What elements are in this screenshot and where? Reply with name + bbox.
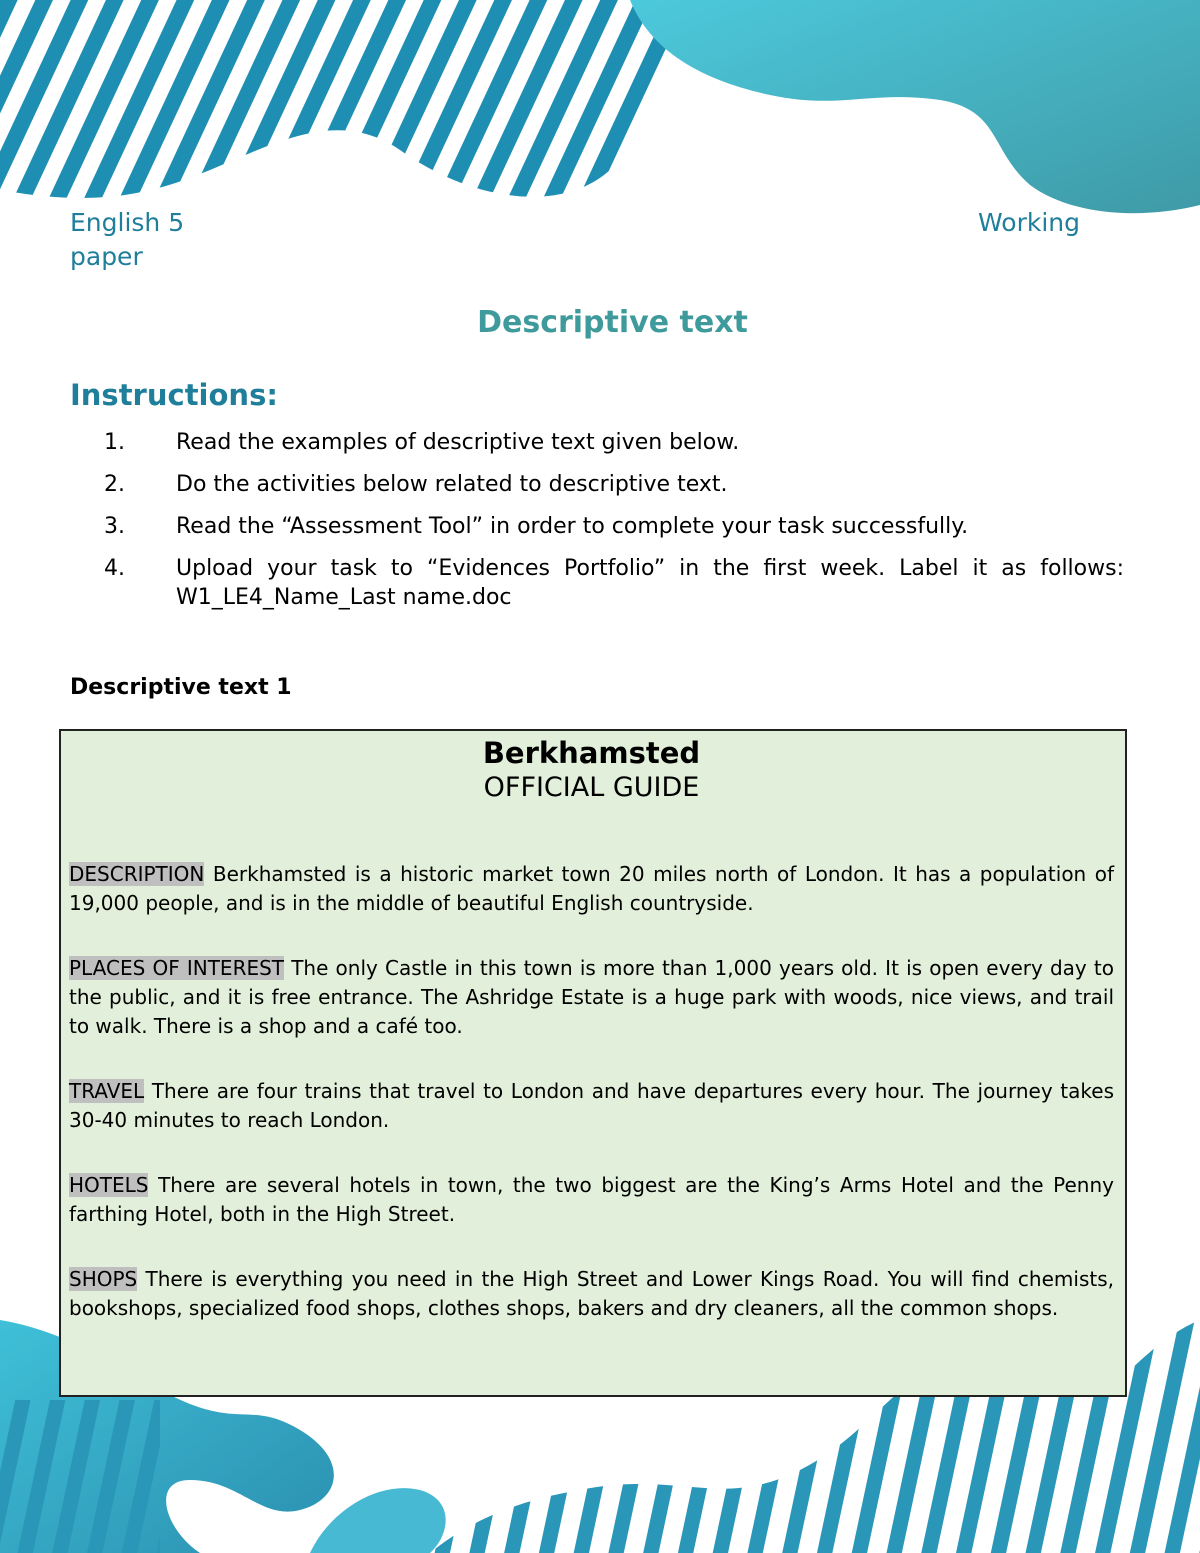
guide-box — [59, 729, 1127, 1397]
guide-section-travel — [69, 1077, 1114, 1135]
header-working-label: Working — [978, 208, 1080, 237]
instruction-number: 1. — [104, 430, 125, 455]
section-label: TRAVEL — [69, 1079, 145, 1103]
section-heading: Descriptive text 1 — [70, 675, 292, 700]
section-text: There are several hotels in town, the two biggest are the King’s Arms Hotel and the Penny farthing Hotel, both in the High Street. — [69, 1173, 1114, 1226]
instruction-text: Read the examples of descriptive text given below. — [176, 430, 740, 455]
instruction-item — [104, 428, 1124, 457]
section-text: There is everything you need in the High Street and Lower Kings Road. You will find chemists, bookshops, specialized food shops, clothes shops, bakers and dry cleaners, all the common shops. — [69, 1267, 1114, 1320]
section-label: HOTELS — [69, 1173, 149, 1197]
instruction-number: 2. — [104, 472, 125, 497]
instruction-item — [104, 554, 1124, 612]
guide-section-hotels — [69, 1171, 1114, 1229]
section-label: PLACES OF INTEREST — [69, 956, 285, 980]
instruction-text: Read the “Assessment Tool” in order to complete your task successfully. — [176, 514, 969, 539]
document-title: Descriptive text — [477, 305, 748, 340]
guide-title: Berkhamsted — [482, 736, 701, 770]
instruction-number: 3. — [104, 514, 125, 539]
guide-section-places-of-interest — [69, 954, 1114, 1041]
section-text: There are four trains that travel to London and have departures every hour. The journey takes 30-40 minutes to reach London. — [69, 1079, 1114, 1132]
section-label: DESCRIPTION — [69, 862, 205, 886]
section-text: The only Castle in this town is more than 1,000 years old. It is open every day to the public, and it is free entrance. The Ashridge Estate is a huge park with woods, nice views, and trail to walk. There is a shop and a café too. — [69, 956, 1114, 1038]
guide-section-description — [69, 860, 1114, 918]
guide-subtitle: OFFICIAL GUIDE — [483, 772, 700, 803]
section-text: Berkhamsted is a historic market town 20 miles north of London. It has a population of 19,000 people, and is in the middle of beautiful English countryside. — [69, 862, 1114, 915]
course-label: English 5 paper — [70, 208, 185, 271]
instruction-number: 4. — [104, 556, 125, 581]
section-label: SHOPS — [69, 1267, 138, 1291]
instruction-text: Do the activities below related to descriptive text. — [176, 472, 728, 497]
instructions-heading: Instructions: — [70, 378, 278, 412]
instruction-text: Upload your task to “Evidences Portfolio” in the first week. Label it as follows: W1_LE4_Name_Last name.doc — [176, 556, 1124, 610]
instruction-item — [104, 470, 1124, 499]
instruction-item — [104, 512, 1124, 541]
instructions-list — [104, 428, 1124, 625]
guide-section-shops — [69, 1265, 1114, 1323]
